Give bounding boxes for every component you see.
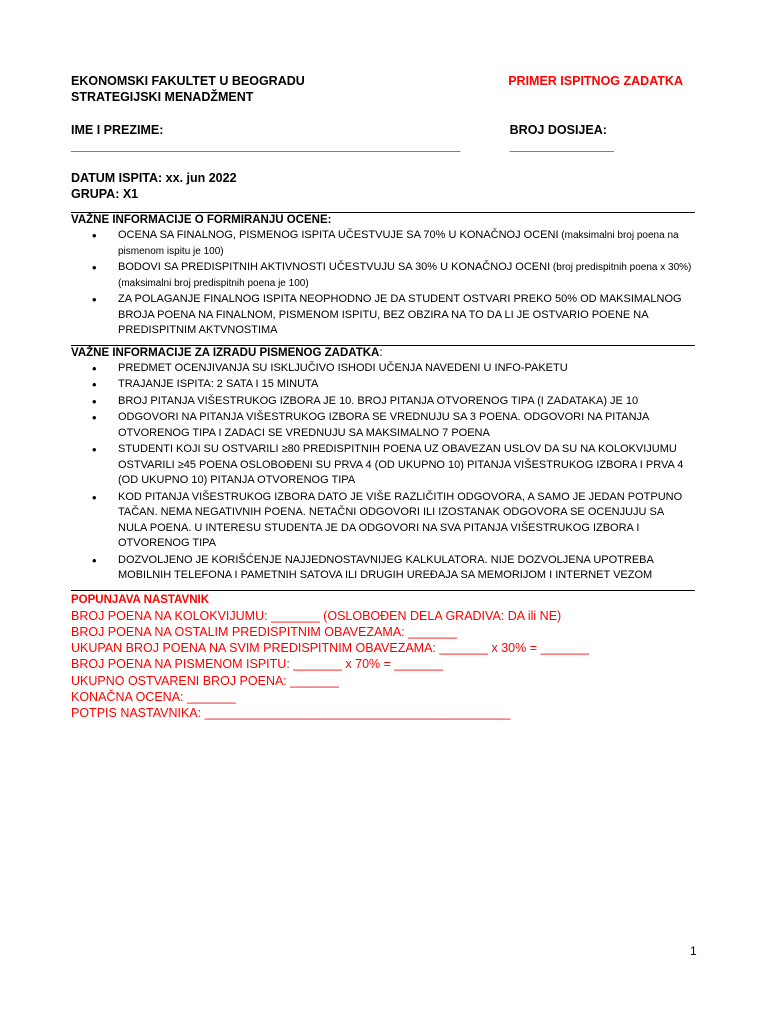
list-item: • BODOVI SA PREDISPITNIH AKTIVNOSTI UČESTVUJU SA 30% U KONAČNOJ OCENI (broj predispitnih poena x 30%)(maksimalni broj predispitnih poena je 100): [118, 260, 695, 291]
exam-document: [71, 73, 695, 721]
list-item: • OCENA SA FINALNOG, PISMENOG ISPITA UČESTVUJE SA 70% U KONAČNOJ OCENI (maksimalni broj poena na pismenom ispitu je 100): [118, 228, 695, 259]
list-item: • ODGOVORI NA PITANJA VIŠESTRUKOG IZBORA SE VREDNUJU SA 3 POENA. ODGOVORI NA PITANJA OTVORENOG TIPA I ZADACI SE VREDNUJU SA MAKSIMALNO 7 POENA: [118, 410, 695, 441]
course-name: STRATEGIJSKI MENADŽMENT: [71, 90, 254, 104]
faculty-name: EKONOMSKI FAKULTET U BEOGRADU: [71, 74, 305, 88]
list-item: • STUDENTI KOJI SU OSTVARILI ≥80 PREDISPITNIH POENA UZ OBAVEZAN USLOV DA SU NA KOLOKVIJUMU OSTVARILI ≥45 POENA OSLOBOĐENI SU PRVA 4 (OD UKUPNO 10) PITANJA VIŠESTRUKOG IZBORA I PRVA 4 (OD UKUPNO 10) PITANJA OTVORENOG TIPA: [118, 442, 695, 489]
written-exam-points-field[interactable]: BROJ POENA NA PISMENOM ISPITU: _______ x 70% = _______: [71, 657, 444, 672]
sample-label: PRIMER ISPITNOG ZADATKA: [508, 74, 683, 88]
teacher-section: [71, 592, 695, 722]
page-number: 1: [690, 944, 697, 958]
list-item: • KOD PITANJA VIŠESTRUKOG IZBORA DATO JE VIŠE RAZLIČITIH ODGOVORA, A SAMO JE JEDAN POTPUNO TAČAN. NEMA NEGATIVNIH POENA. NETAČNI ODGOVORI ILI IZOSTANAK ODGOVORA SE OCENJUJU SA NULA POENA. U INTERESU STUDENTA JE DA ODGOVORI NA SVA PITANJA VIŠESTRUKOG IZBORA I OTVORENOG TIPA: [118, 490, 695, 552]
student-info-row: [71, 122, 695, 154]
list-item: • PREDMET OCENJIVANJA SU ISKLJUČIVO ISHODI UČENJA NAVEDENI U INFO-PAKETU: [118, 361, 695, 377]
colloquium-points-field[interactable]: BROJ POENA NA KOLOKVIJUMU: _______ (OSLOBOĐEN DELA GRADIVA: DA ili NE): [71, 608, 562, 623]
exam-info-list: [71, 361, 695, 584]
grading-info-title: VAŽNE INFORMACIJE O FORMIRANJU OCENE:: [71, 214, 332, 226]
exam-group: GRUPA: X1: [71, 187, 139, 201]
list-item: • TRAJANJE ISPITA: 2 SATA I 15 MINUTA: [118, 377, 695, 393]
other-pre-exam-points-field[interactable]: BROJ POENA NA OSTALIM PREDISPITNIM OBAVEZAMA: _______: [71, 624, 457, 639]
final-grade-field[interactable]: KONAČNA OCENA: _______: [71, 689, 236, 704]
total-points-field[interactable]: UKUPNO OSTVARENI BROJ POENA: _______: [71, 673, 339, 688]
exam-info-title: VAŽNE INFORMACIJE ZA IZRADU PISMENOG ZADATKA:: [71, 346, 383, 359]
teacher-section-title: POPUNJAVA NASTAVNIK: [71, 593, 210, 606]
teacher-signature-field[interactable]: POTPIS NASTAVNIKA: ____________________________________________: [71, 705, 511, 720]
list-item: • BROJ PITANJA VIŠESTRUKOG IZBORA JE 10. BROJ PITANJA OTVORENOG TIPA (I ZADATAKA) JE 10: [118, 394, 695, 410]
divider: [71, 590, 695, 591]
list-item: • DOZVOLJENO JE KORIŠĆENJE NAJJEDNOSTAVNIJEG KALKULATORA. NIJE DOZVOLJENA UPOTREBA MOBILNIH TELEFONA I PAMETNIH SATOVA ILI DRUGIH UREĐAJA SA MEMORIJOM I INTERNET VEZOM: [118, 553, 695, 584]
header-row-1: [71, 73, 695, 89]
exam-date: DATUM ISPITA: xx. jun 2022: [71, 171, 237, 185]
grading-info-list: [71, 228, 695, 339]
total-pre-exam-points-field[interactable]: UKUPAN BROJ POENA NA SVIM PREDISPITNIM OBAVEZAMA: _______ x 30% = _______: [71, 641, 590, 656]
list-item: • ZA POLAGANJE FINALNOG ISPITA NEOPHODNO JE DA STUDENT OSTVARI PREKO 50% OD MAKSIMALNOG BROJA POENA NA FINALNOM, PISMENOM ISPITU, BEZ OBZIRA NA TO DA LI JE OSTVARIO POENE NA PREDISPITNIM AKTVNOSTIMA: [118, 292, 695, 339]
dossier-field[interactable]: BROJ DOSIJEA: _______________: [509, 123, 614, 153]
name-field[interactable]: IME I PREZIME: ________________________________________________________: [71, 123, 461, 153]
